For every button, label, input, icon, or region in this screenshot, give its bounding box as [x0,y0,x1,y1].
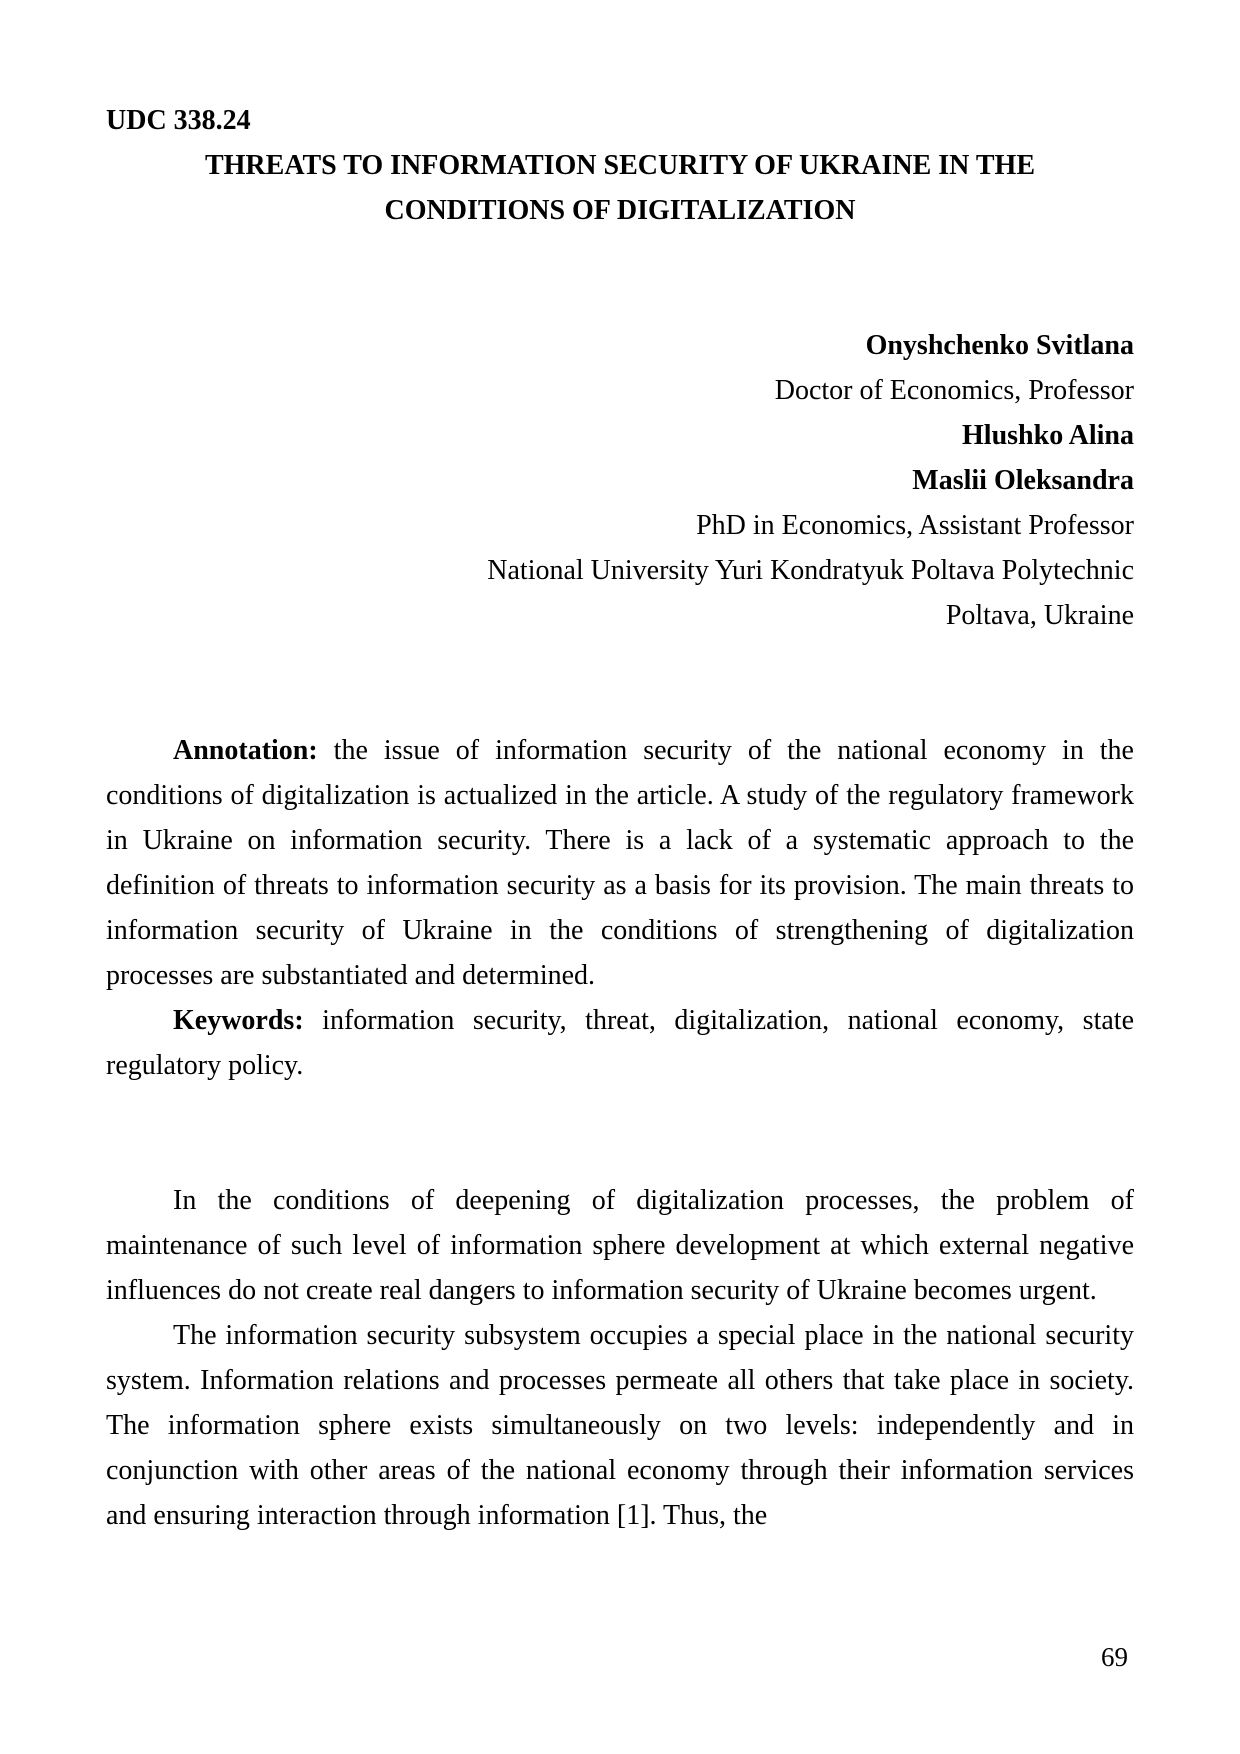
author-name: Hlushko Alina [962,420,1134,451]
spacer [106,638,1134,728]
page-number: 69 [1101,1642,1128,1672]
annotation-label: Annotation: [173,735,318,766]
keywords-text: information security, threat, digitalization, national economy, state regulatory policy. [106,1005,1134,1081]
body-paragraph: In the conditions of deepening of digitalization processes, the problem of maintenance of such level of information sphere development at which external negative influences do not create real dangers to information security of Ukraine becomes urgent. [106,1185,1134,1306]
paper-title-line-1: THREATS TO INFORMATION SECURITY OF UKRAINE IN THE [204,150,1036,181]
body-paragraph: The information security subsystem occupies a special place in the national security system. Information relations and processes permeate all others that take place in society. The information sphere exists simultaneously on two levels: independently and in conjunction with other areas of the national economy through their information services and ensuring interaction through information [1]. Thus, the [106,1320,1134,1531]
author-block [106,323,1134,638]
spacer [106,233,1134,323]
keywords-label: Keywords: [173,1005,304,1036]
udc-code: UDC 338.24 [106,105,251,136]
annotation-text: the issue of information security of the national economy in the conditions of digitalization is actualized in the article. A study of the regulatory framework in Ukraine on information security. There is a lack of a systematic approach to the definition of threats to information security as a basis for its provision. The main threats to information security of Ukraine in the conditions of strengthening of digitalization processes are substantiated and determined. [106,735,1134,991]
author-name: Onyshchenko Svitlana [865,330,1134,361]
annotation-paragraph [106,728,1134,998]
keywords-paragraph [106,998,1134,1088]
author-name: Maslii Oleksandra [912,465,1134,496]
paper-title-line-2: CONDITIONS OF DIGITALIZATION [384,195,856,226]
author-role: PhD in Economics, Assistant Professor [696,510,1134,541]
author-affiliation: National University Yuri Kondratyuk Poltava Polytechnic [487,555,1134,586]
author-location: Poltava, Ukraine [945,600,1134,631]
author-role: Doctor of Economics, Professor [774,375,1134,406]
spacer [106,1088,1134,1178]
